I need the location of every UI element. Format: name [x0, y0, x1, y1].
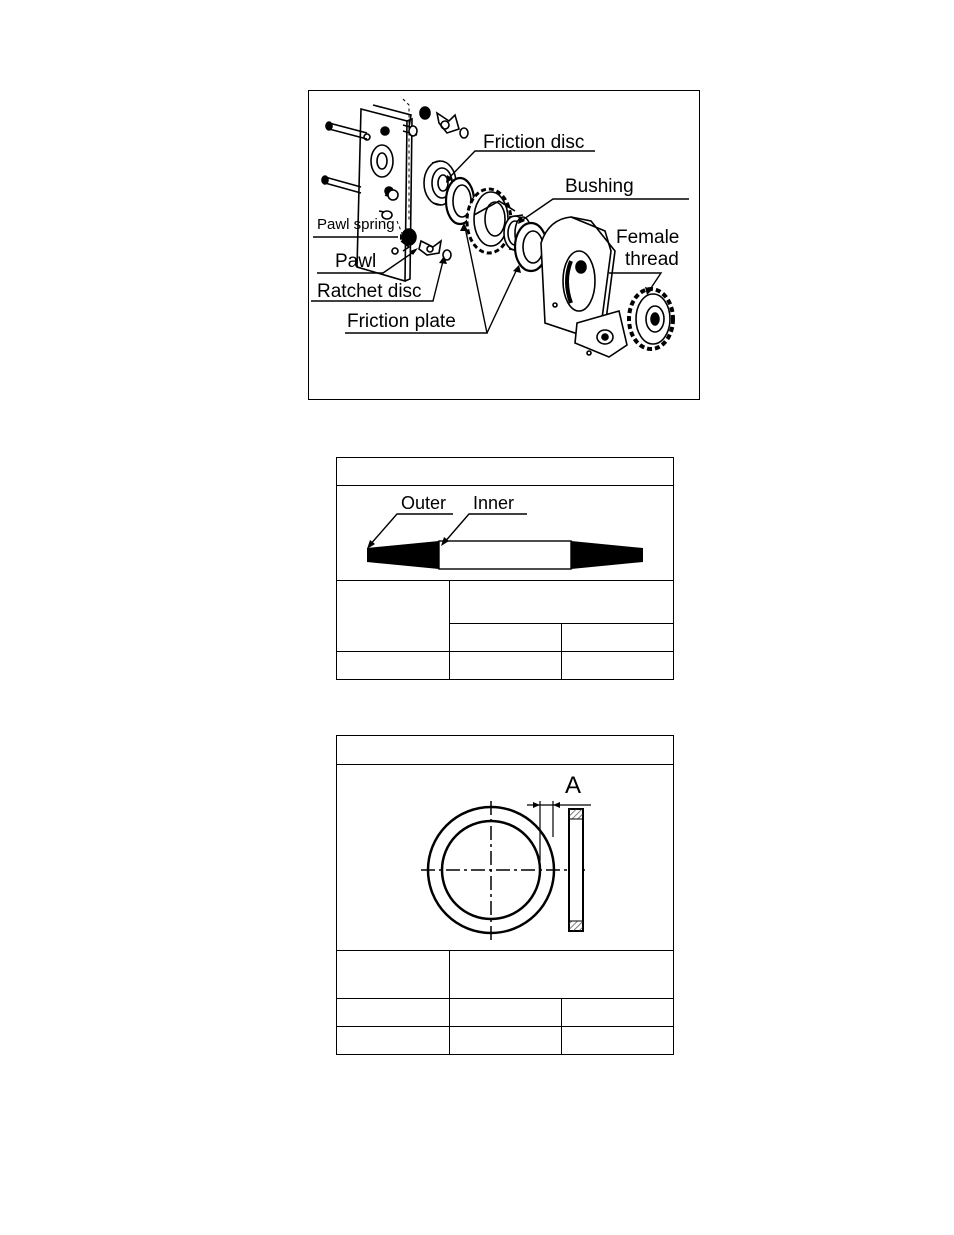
- label-friction-plate: Friction plate: [347, 311, 456, 332]
- friction-plate-table-cell: [450, 581, 674, 624]
- ring-table-cell: [450, 999, 562, 1027]
- ring-table-cell: [450, 951, 674, 999]
- friction-plate-table-cell: [337, 581, 450, 652]
- friction-plate-table: [336, 457, 674, 680]
- friction-plate-drawing-cell: [337, 486, 674, 581]
- ring-table-cell: [450, 1027, 562, 1055]
- ring-table-cell: [562, 999, 674, 1027]
- outer-section-right: [571, 541, 643, 569]
- ring-table-cell: [337, 951, 450, 999]
- ring-drawing: [337, 765, 672, 950]
- label-outer: Outer: [401, 493, 447, 513]
- friction-plate-table-cell: [450, 652, 562, 680]
- ring-table-cell: [337, 1027, 450, 1055]
- inner-leader: [443, 514, 527, 544]
- friction-plate-table-cell: [337, 652, 450, 680]
- housing-cover: [541, 217, 627, 357]
- ring-table-cell: [562, 1027, 674, 1055]
- upper-pawl-assembly: [420, 107, 468, 138]
- friction-plate-table-cell: [562, 652, 674, 680]
- label-pawl-spring: Pawl spring: [317, 216, 395, 233]
- label-thread: thread: [625, 249, 679, 270]
- friction-plate-table-cell: [450, 624, 562, 652]
- label-female: Female: [616, 227, 680, 248]
- friction-plate-table-cell: [562, 624, 674, 652]
- label-dimension-a: A: [565, 772, 582, 799]
- outer-section-left: [367, 541, 439, 569]
- label-inner: Inner: [473, 493, 515, 513]
- exploded-view-frame: [308, 90, 700, 400]
- exploded-view-drawing: [309, 91, 701, 401]
- friction-plate-profile-drawing: [337, 486, 672, 580]
- label-pawl: Pawl: [335, 251, 377, 272]
- ring-drawing-cell: [337, 765, 674, 951]
- ring-dimension-table: [336, 735, 674, 1055]
- label-ratchet-disc: Ratchet disc: [317, 281, 422, 302]
- ring-table-cell: [337, 999, 450, 1027]
- ring-section-view: [569, 809, 583, 931]
- sprocket-part: [629, 289, 673, 349]
- inner-section: [439, 541, 571, 569]
- label-friction-disc: Friction disc: [483, 132, 585, 153]
- friction-plate-table-header: [337, 458, 674, 486]
- ring-table-header: [337, 736, 674, 765]
- label-bushing: Bushing: [565, 176, 634, 197]
